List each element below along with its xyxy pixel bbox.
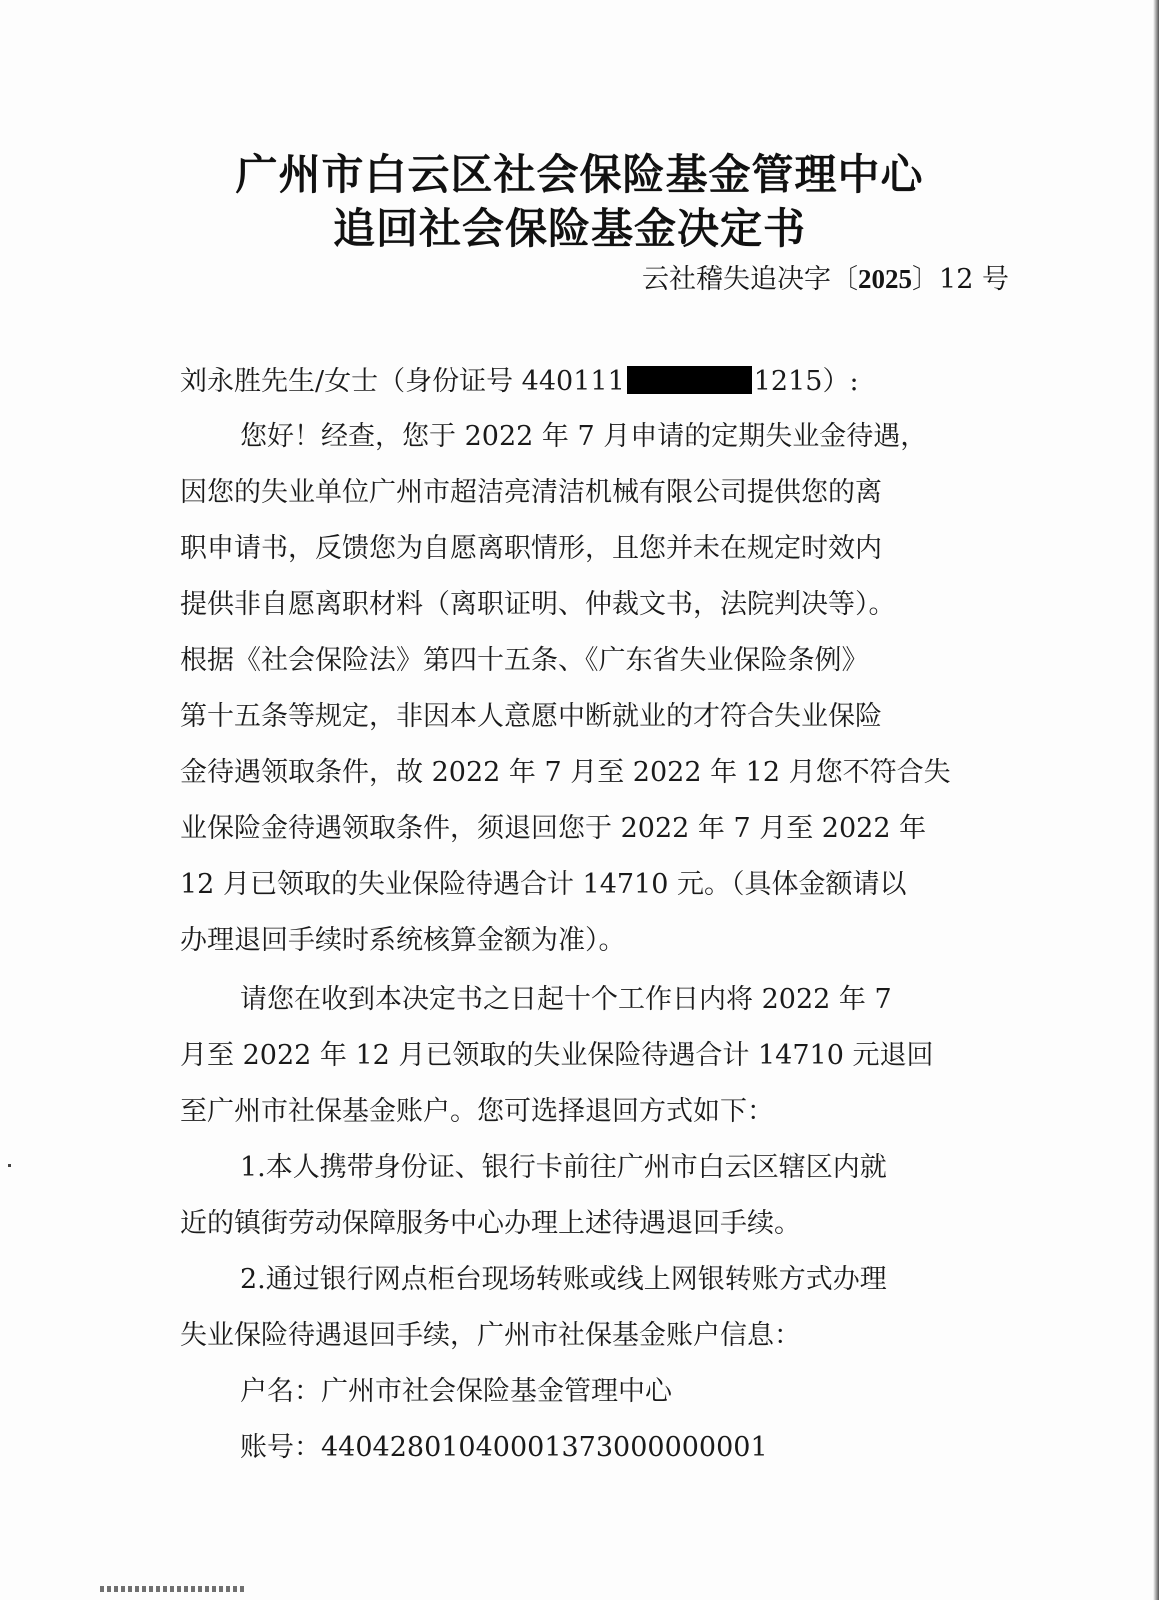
body-line: 根据《社会保险法》第四十五条、《广东省失业保险条例》 [180, 645, 869, 676]
option-1-line: 近的镇街劳动保障服务中心办理上述待遇退回手续。 [180, 1208, 801, 1239]
doc-number-prefix: 云社稽失追决字〔 [642, 264, 859, 295]
document-title-line1: 广州市白云区社会保险基金管理中心 [235, 150, 924, 199]
body-line: 业保险金待遇领取条件，须退回您于 2022 年 7 月至 2022 年 [180, 813, 927, 844]
recipient-name: 刘永胜先生/女士（身份证号 440111 [180, 366, 625, 397]
option-2-line: 2.通过银行网点柜台现场转账或线上网银转账方式办理 [240, 1264, 887, 1295]
scan-edge [1153, 0, 1159, 1600]
body-line: 第十五条等规定，非因本人意愿中断就业的才符合失业保险 [180, 701, 882, 732]
body-line: 您好！经查，您于 2022 年 7 月申请的定期失业金待遇， [240, 421, 928, 452]
document-number [642, 257, 1009, 296]
body-line: 提供非自愿离职材料（离职证明、仲裁文书，法院判决等）。 [180, 589, 896, 620]
document-title-line2: 追回社会保险基金决定书 [332, 204, 806, 253]
body-line: 办理退回手续时系统核算金额为准）。 [180, 925, 626, 956]
doc-number-year: 2025 [858, 264, 913, 294]
doc-number-suffix: 〕12 号 [912, 264, 1009, 295]
account-name-line: 户名：广州市社会保险基金管理中心 [240, 1376, 672, 1407]
scan-speck [8, 1164, 11, 1167]
option-2-line: 失业保险待遇退回手续，广州市社保基金账户信息： [180, 1320, 801, 1351]
recipient-line [180, 364, 859, 400]
body-line: 12 月已领取的失业保险待遇合计 14710 元。（具体金额请以 [180, 869, 907, 900]
recipient-id-tail: 1215）: [753, 366, 859, 397]
body-line: 职申请书，反馈您为自愿离职情形，且您并未在规定时效内 [180, 533, 882, 564]
body-line: 因您的失业单位广州市超洁亮清洁机械有限公司提供您的离 [180, 477, 882, 508]
option-1-line: 1.本人携带身份证、银行卡前往广州市白云区辖区内就 [240, 1152, 887, 1183]
redaction-bar [627, 366, 752, 394]
body-line: 金待遇领取条件，故 2022 年 7 月至 2022 年 12 月您不符合失 [180, 757, 951, 788]
body-line: 月至 2022 年 12 月已领取的失业保险待遇合计 14710 元退回 [180, 1040, 934, 1071]
body-line: 至广州市社保基金账户。您可选择退回方式如下： [180, 1096, 774, 1127]
body-line: 请您在收到本决定书之日起十个工作日内将 2022 年 7 [240, 984, 892, 1015]
account-number-line: 账号：44042801040001373000000001 [240, 1432, 768, 1463]
scan-artifact [100, 1586, 245, 1592]
